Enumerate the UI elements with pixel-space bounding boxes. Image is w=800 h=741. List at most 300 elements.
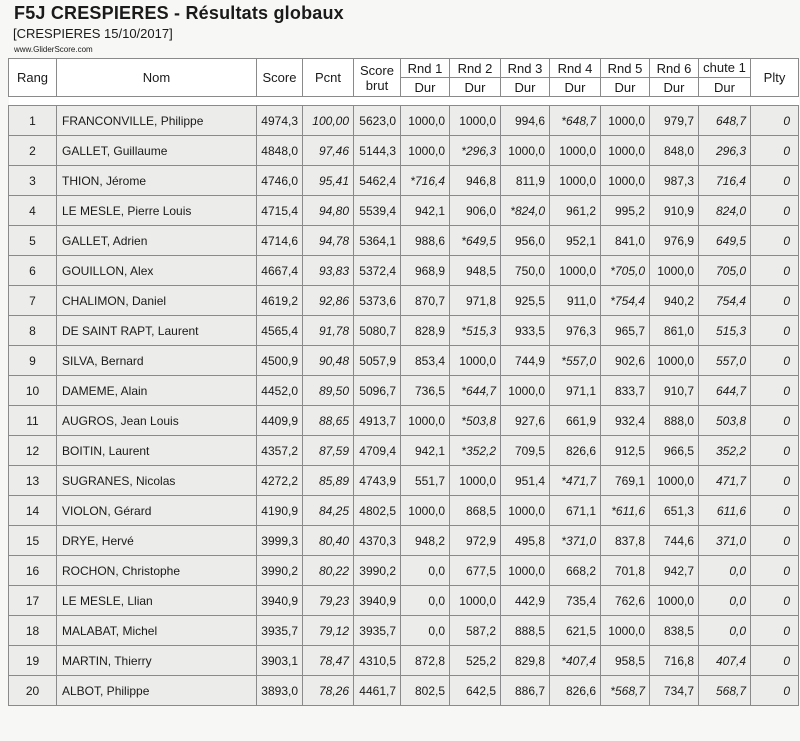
cell-rang: 14 [9, 496, 57, 526]
cell-plty: 0 [751, 646, 799, 676]
table-row [9, 256, 799, 286]
cell-score: 4746,0 [257, 166, 303, 196]
cell-rnd4: 971,1 [550, 376, 601, 406]
cell-score-brut: 4370,3 [354, 526, 401, 556]
cell-rnd2: 642,5 [450, 676, 501, 706]
cell-score: 4357,2 [257, 436, 303, 466]
cell-rnd4: 1000,0 [550, 136, 601, 166]
cell-rnd5: *611,6 [601, 496, 650, 526]
cell-rnd6: 1000,0 [650, 586, 699, 616]
cell-rnd1: 853,4 [401, 346, 450, 376]
col-rnd3: Rnd 3 [501, 59, 550, 78]
cell-pcnt: 84,25 [303, 496, 354, 526]
cell-rnd1: 1000,0 [401, 136, 450, 166]
cell-pcnt: 79,23 [303, 586, 354, 616]
cell-rnd5: *754,4 [601, 286, 650, 316]
cell-rang: 11 [9, 406, 57, 436]
col-nom: Nom [57, 59, 257, 97]
cell-rnd3: 811,9 [501, 166, 550, 196]
cell-rnd3: 750,0 [501, 256, 550, 286]
cell-score: 4974,3 [257, 106, 303, 136]
col-pcnt: Pcnt [303, 59, 354, 97]
cell-rnd4: 1000,0 [550, 256, 601, 286]
cell-rnd4: 735,4 [550, 586, 601, 616]
cell-nom: SILVA, Bernard [57, 346, 257, 376]
cell-rnd6: 1000,0 [650, 256, 699, 286]
cell-rnd2: *649,5 [450, 226, 501, 256]
cell-rnd6: 651,3 [650, 496, 699, 526]
col-score-brut: Score brut [354, 59, 401, 97]
cell-plty: 0 [751, 526, 799, 556]
cell-rnd6: 987,3 [650, 166, 699, 196]
cell-rnd6: 888,0 [650, 406, 699, 436]
cell-score-brut: 5080,7 [354, 316, 401, 346]
cell-plty: 0 [751, 436, 799, 466]
table-row [9, 346, 799, 376]
cell-rnd6: 848,0 [650, 136, 699, 166]
cell-rnd3: 951,4 [501, 466, 550, 496]
cell-chute: 515,3 [699, 316, 751, 346]
cell-rnd4: 826,6 [550, 676, 601, 706]
cell-nom: LE MESLE, Pierre Louis [57, 196, 257, 226]
cell-rnd5: 1000,0 [601, 136, 650, 166]
table-row [9, 226, 799, 256]
cell-nom: GALLET, Guillaume [57, 136, 257, 166]
cell-rnd3: 1000,0 [501, 496, 550, 526]
col-chute: chute 1 [699, 59, 751, 78]
cell-nom: ALBOT, Philippe [57, 676, 257, 706]
cell-chute: 0,0 [699, 586, 751, 616]
cell-pcnt: 78,47 [303, 646, 354, 676]
cell-pcnt: 89,50 [303, 376, 354, 406]
table-row [9, 376, 799, 406]
cell-score: 4409,9 [257, 406, 303, 436]
cell-rnd3: 956,0 [501, 226, 550, 256]
cell-rnd4: 976,3 [550, 316, 601, 346]
cell-rnd1: 802,5 [401, 676, 450, 706]
cell-plty: 0 [751, 256, 799, 286]
cell-chute: 568,7 [699, 676, 751, 706]
cell-rnd3: 886,7 [501, 676, 550, 706]
table-row [9, 166, 799, 196]
cell-rnd2: *515,3 [450, 316, 501, 346]
col-rnd5-dur: Dur [601, 78, 650, 97]
cell-nom: ROCHON, Christophe [57, 556, 257, 586]
cell-pcnt: 80,40 [303, 526, 354, 556]
cell-rnd2: 1000,0 [450, 106, 501, 136]
table-row [9, 316, 799, 346]
cell-rnd4: *557,0 [550, 346, 601, 376]
site-credit: www.GliderScore.com [14, 45, 93, 54]
cell-plty: 0 [751, 136, 799, 166]
cell-score: 4190,9 [257, 496, 303, 526]
cell-plty: 0 [751, 226, 799, 256]
cell-plty: 0 [751, 316, 799, 346]
table-row [9, 556, 799, 586]
cell-rnd1: 942,1 [401, 196, 450, 226]
table-row [9, 136, 799, 166]
cell-rnd2: 525,2 [450, 646, 501, 676]
cell-rnd5: 912,5 [601, 436, 650, 466]
cell-score-brut: 3935,7 [354, 616, 401, 646]
cell-pcnt: 95,41 [303, 166, 354, 196]
cell-chute: 824,0 [699, 196, 751, 226]
cell-rnd6: 1000,0 [650, 466, 699, 496]
table-row [9, 586, 799, 616]
cell-rnd1: 0,0 [401, 586, 450, 616]
cell-rnd3: 744,9 [501, 346, 550, 376]
table-row [9, 436, 799, 466]
cell-rnd3: 927,6 [501, 406, 550, 436]
col-rnd6: Rnd 6 [650, 59, 699, 78]
cell-score-brut: 5539,4 [354, 196, 401, 226]
cell-rnd1: 870,7 [401, 286, 450, 316]
cell-score-brut: 3940,9 [354, 586, 401, 616]
cell-rnd4: *648,7 [550, 106, 601, 136]
cell-pcnt: 94,78 [303, 226, 354, 256]
cell-pcnt: 93,83 [303, 256, 354, 286]
table-header [9, 59, 799, 97]
cell-plty: 0 [751, 376, 799, 406]
cell-rnd1: 0,0 [401, 556, 450, 586]
cell-rnd4: 961,2 [550, 196, 601, 226]
cell-rnd5: 902,6 [601, 346, 650, 376]
cell-rnd2: 946,8 [450, 166, 501, 196]
cell-rnd2: *644,7 [450, 376, 501, 406]
cell-plty: 0 [751, 106, 799, 136]
results-table [8, 58, 799, 706]
cell-rnd3: 888,5 [501, 616, 550, 646]
cell-rnd2: 972,9 [450, 526, 501, 556]
cell-rnd4: 671,1 [550, 496, 601, 526]
cell-pcnt: 87,59 [303, 436, 354, 466]
cell-rnd1: 828,9 [401, 316, 450, 346]
cell-rnd5: 701,8 [601, 556, 650, 586]
cell-nom: MARTIN, Thierry [57, 646, 257, 676]
cell-score-brut: 5057,9 [354, 346, 401, 376]
cell-rnd3: 442,9 [501, 586, 550, 616]
cell-chute: 503,8 [699, 406, 751, 436]
cell-rnd5: 958,5 [601, 646, 650, 676]
cell-rnd2: 948,5 [450, 256, 501, 286]
cell-score: 3893,0 [257, 676, 303, 706]
cell-rang: 3 [9, 166, 57, 196]
cell-pcnt: 91,78 [303, 316, 354, 346]
cell-rnd4: *371,0 [550, 526, 601, 556]
cell-rnd5: 965,7 [601, 316, 650, 346]
cell-chute: 407,4 [699, 646, 751, 676]
cell-score: 4500,9 [257, 346, 303, 376]
cell-score: 4619,2 [257, 286, 303, 316]
cell-rnd5: 1000,0 [601, 616, 650, 646]
cell-rang: 19 [9, 646, 57, 676]
cell-chute: 716,4 [699, 166, 751, 196]
cell-pcnt: 100,00 [303, 106, 354, 136]
cell-rang: 16 [9, 556, 57, 586]
cell-rang: 15 [9, 526, 57, 556]
table-row [9, 616, 799, 646]
cell-rnd3: 1000,0 [501, 556, 550, 586]
cell-rnd1: 736,5 [401, 376, 450, 406]
cell-nom: GALLET, Adrien [57, 226, 257, 256]
cell-rnd4: 621,5 [550, 616, 601, 646]
cell-nom: BOITIN, Laurent [57, 436, 257, 466]
cell-rnd1: 0,0 [401, 616, 450, 646]
cell-nom: THION, Jérome [57, 166, 257, 196]
cell-score: 3999,3 [257, 526, 303, 556]
cell-rnd6: 940,2 [650, 286, 699, 316]
cell-rnd2: 1000,0 [450, 586, 501, 616]
cell-score: 4272,2 [257, 466, 303, 496]
cell-chute: 352,2 [699, 436, 751, 466]
cell-nom: CHALIMON, Daniel [57, 286, 257, 316]
cell-chute: 471,7 [699, 466, 751, 496]
cell-rang: 10 [9, 376, 57, 406]
cell-chute: 705,0 [699, 256, 751, 286]
cell-nom: DAMEME, Alain [57, 376, 257, 406]
cell-score-brut: 4709,4 [354, 436, 401, 466]
cell-plty: 0 [751, 616, 799, 646]
cell-rnd2: 1000,0 [450, 466, 501, 496]
cell-chute: 296,3 [699, 136, 751, 166]
cell-plty: 0 [751, 676, 799, 706]
cell-rnd2: *352,2 [450, 436, 501, 466]
col-plty: Plty [751, 59, 799, 97]
cell-nom: MALABAT, Michel [57, 616, 257, 646]
cell-plty: 0 [751, 196, 799, 226]
cell-score-brut: 3990,2 [354, 556, 401, 586]
cell-rnd3: 1000,0 [501, 376, 550, 406]
cell-rnd4: 661,9 [550, 406, 601, 436]
cell-rnd4: 826,6 [550, 436, 601, 466]
cell-rang: 8 [9, 316, 57, 346]
cell-rnd5: 1000,0 [601, 166, 650, 196]
col-rnd5: Rnd 5 [601, 59, 650, 78]
cell-rnd4: *471,7 [550, 466, 601, 496]
cell-rnd5: 995,2 [601, 196, 650, 226]
cell-rnd1: 551,7 [401, 466, 450, 496]
col-chute-dur: Dur [699, 78, 751, 97]
cell-rnd3: 709,5 [501, 436, 550, 466]
event-subtitle: [CRESPIERES 15/10/2017] [13, 26, 173, 41]
cell-score-brut: 4743,9 [354, 466, 401, 496]
cell-rang: 1 [9, 106, 57, 136]
cell-score: 4452,0 [257, 376, 303, 406]
cell-score-brut: 5623,0 [354, 106, 401, 136]
header-spacer [9, 97, 799, 106]
cell-rnd5: *705,0 [601, 256, 650, 286]
cell-rnd5: 769,1 [601, 466, 650, 496]
cell-rnd6: 910,9 [650, 196, 699, 226]
cell-score: 4848,0 [257, 136, 303, 166]
cell-rnd5: 762,6 [601, 586, 650, 616]
cell-rnd2: 1000,0 [450, 346, 501, 376]
cell-rnd6: 734,7 [650, 676, 699, 706]
cell-rnd3: 1000,0 [501, 136, 550, 166]
cell-plty: 0 [751, 586, 799, 616]
cell-rnd6: 942,7 [650, 556, 699, 586]
table-row [9, 406, 799, 436]
cell-rang: 4 [9, 196, 57, 226]
cell-rnd5: 932,4 [601, 406, 650, 436]
cell-plty: 0 [751, 406, 799, 436]
cell-plty: 0 [751, 166, 799, 196]
cell-score-brut: 4310,5 [354, 646, 401, 676]
cell-chute: 557,0 [699, 346, 751, 376]
col-rnd4: Rnd 4 [550, 59, 601, 78]
cell-chute: 754,4 [699, 286, 751, 316]
table-row [9, 106, 799, 136]
cell-score: 3935,7 [257, 616, 303, 646]
cell-score: 4667,4 [257, 256, 303, 286]
cell-rnd1: 968,9 [401, 256, 450, 286]
cell-score-brut: 4461,7 [354, 676, 401, 706]
cell-rang: 17 [9, 586, 57, 616]
cell-rnd5: 841,0 [601, 226, 650, 256]
cell-pcnt: 97,46 [303, 136, 354, 166]
cell-score-brut: 5462,4 [354, 166, 401, 196]
cell-plty: 0 [751, 556, 799, 586]
cell-rnd6: 716,8 [650, 646, 699, 676]
cell-pcnt: 80,22 [303, 556, 354, 586]
cell-nom: SUGRANES, Nicolas [57, 466, 257, 496]
cell-score: 4565,4 [257, 316, 303, 346]
cell-rnd2: 587,2 [450, 616, 501, 646]
cell-score-brut: 5372,4 [354, 256, 401, 286]
table-row [9, 286, 799, 316]
cell-chute: 0,0 [699, 556, 751, 586]
cell-rnd6: 910,7 [650, 376, 699, 406]
col-rnd6-dur: Dur [650, 78, 699, 97]
cell-rang: 13 [9, 466, 57, 496]
cell-rang: 5 [9, 226, 57, 256]
col-rnd1-dur: Dur [401, 78, 450, 97]
cell-rnd2: *296,3 [450, 136, 501, 166]
table-row [9, 646, 799, 676]
cell-rang: 2 [9, 136, 57, 166]
cell-rang: 6 [9, 256, 57, 286]
cell-rnd5: *568,7 [601, 676, 650, 706]
cell-rnd1: 1000,0 [401, 406, 450, 436]
page-title: F5J CRESPIERES - Résultats globaux [14, 3, 344, 23]
col-rnd2-dur: Dur [450, 78, 501, 97]
cell-score-brut: 4913,7 [354, 406, 401, 436]
cell-rnd4: 911,0 [550, 286, 601, 316]
cell-rang: 9 [9, 346, 57, 376]
cell-rnd1: 1000,0 [401, 106, 450, 136]
cell-pcnt: 79,12 [303, 616, 354, 646]
cell-rnd1: 872,8 [401, 646, 450, 676]
cell-chute: 371,0 [699, 526, 751, 556]
cell-rnd3: 829,8 [501, 646, 550, 676]
cell-rnd2: 971,8 [450, 286, 501, 316]
cell-rnd3: 994,6 [501, 106, 550, 136]
cell-nom: GOUILLON, Alex [57, 256, 257, 286]
cell-nom: VIOLON, Gérard [57, 496, 257, 526]
cell-rang: 7 [9, 286, 57, 316]
cell-rnd6: 1000,0 [650, 346, 699, 376]
cell-rnd6: 861,0 [650, 316, 699, 346]
col-rnd1: Rnd 1 [401, 59, 450, 78]
cell-chute: 644,7 [699, 376, 751, 406]
cell-nom: DE SAINT RAPT, Laurent [57, 316, 257, 346]
cell-score-brut: 5144,3 [354, 136, 401, 166]
cell-pcnt: 78,26 [303, 676, 354, 706]
col-rnd2: Rnd 2 [450, 59, 501, 78]
cell-rnd1: 988,6 [401, 226, 450, 256]
cell-chute: 0,0 [699, 616, 751, 646]
table-row [9, 676, 799, 706]
cell-score: 4715,4 [257, 196, 303, 226]
cell-plty: 0 [751, 286, 799, 316]
col-rang: Rang [9, 59, 57, 97]
cell-score-brut: 5096,7 [354, 376, 401, 406]
cell-score: 4714,6 [257, 226, 303, 256]
table-row [9, 496, 799, 526]
cell-pcnt: 94,80 [303, 196, 354, 226]
cell-score: 3990,2 [257, 556, 303, 586]
cell-rang: 18 [9, 616, 57, 646]
cell-rnd1: 942,1 [401, 436, 450, 466]
cell-chute: 649,5 [699, 226, 751, 256]
cell-rnd3: *824,0 [501, 196, 550, 226]
cell-rnd5: 837,8 [601, 526, 650, 556]
table-body [9, 97, 799, 706]
cell-rnd6: 744,6 [650, 526, 699, 556]
cell-rnd4: *407,4 [550, 646, 601, 676]
table-row [9, 466, 799, 496]
cell-rnd5: 1000,0 [601, 106, 650, 136]
cell-rnd2: 677,5 [450, 556, 501, 586]
col-score: Score [257, 59, 303, 97]
table-row [9, 526, 799, 556]
cell-nom: LE MESLE, Llian [57, 586, 257, 616]
cell-rnd4: 668,2 [550, 556, 601, 586]
cell-rnd3: 925,5 [501, 286, 550, 316]
cell-plty: 0 [751, 466, 799, 496]
cell-rnd1: 948,2 [401, 526, 450, 556]
cell-rnd1: 1000,0 [401, 496, 450, 526]
cell-plty: 0 [751, 346, 799, 376]
cell-score: 3940,9 [257, 586, 303, 616]
cell-score-brut: 5373,6 [354, 286, 401, 316]
cell-rnd4: 1000,0 [550, 166, 601, 196]
cell-rnd3: 933,5 [501, 316, 550, 346]
cell-nom: AUGROS, Jean Louis [57, 406, 257, 436]
cell-rnd2: 868,5 [450, 496, 501, 526]
cell-plty: 0 [751, 496, 799, 526]
cell-rnd3: 495,8 [501, 526, 550, 556]
cell-nom: FRANCONVILLE, Philippe [57, 106, 257, 136]
cell-rnd6: 979,7 [650, 106, 699, 136]
cell-rnd6: 976,9 [650, 226, 699, 256]
cell-rnd5: 833,7 [601, 376, 650, 406]
cell-pcnt: 88,65 [303, 406, 354, 436]
cell-rnd6: 966,5 [650, 436, 699, 466]
cell-pcnt: 85,89 [303, 466, 354, 496]
cell-rnd1: *716,4 [401, 166, 450, 196]
cell-score: 3903,1 [257, 646, 303, 676]
cell-chute: 648,7 [699, 106, 751, 136]
cell-nom: DRYE, Hervé [57, 526, 257, 556]
cell-chute: 611,6 [699, 496, 751, 526]
cell-rnd2: 906,0 [450, 196, 501, 226]
cell-pcnt: 90,48 [303, 346, 354, 376]
cell-rang: 12 [9, 436, 57, 466]
table-row [9, 196, 799, 226]
cell-rang: 20 [9, 676, 57, 706]
cell-score-brut: 4802,5 [354, 496, 401, 526]
